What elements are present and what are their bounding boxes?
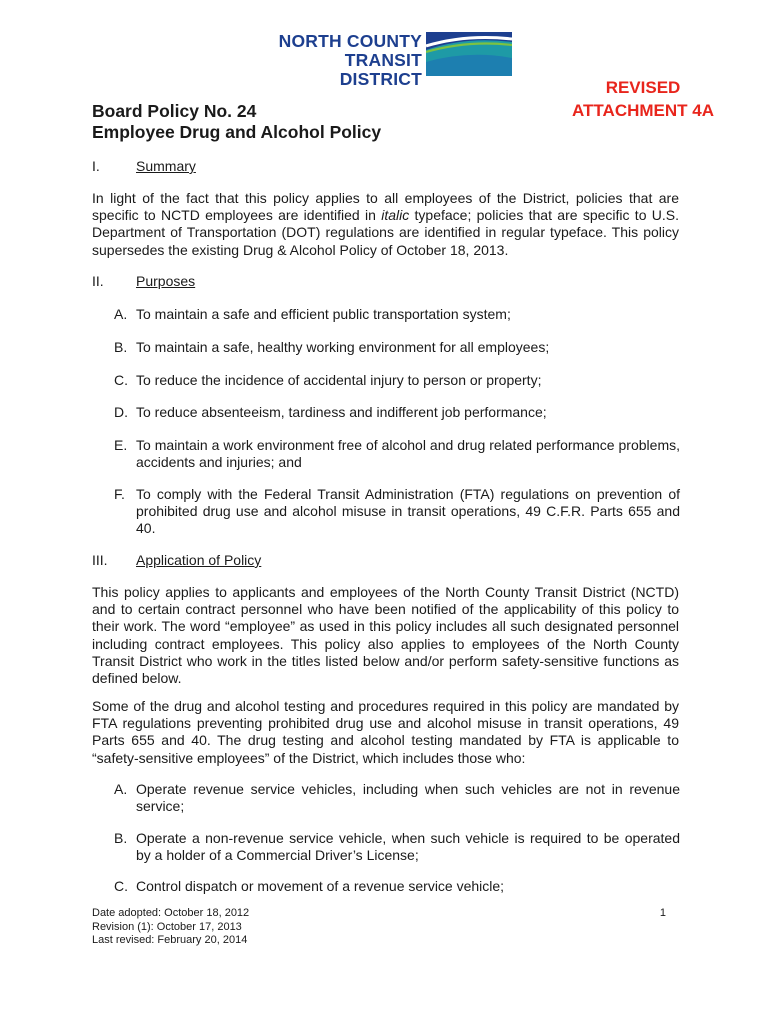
revised-line-1: REVISED [605,78,681,97]
section-heading-application [92,552,261,569]
date-adopted: Date adopted: October 18, 2012 [92,907,250,919]
last-revised-date: Last revised: February 20, 2014 [92,934,248,946]
list-item: A. Operate revenue service vehicles, including when such vehicles are not in revenue service; [114,781,680,815]
section-number: III. [92,552,108,568]
list-item: F. To comply with the Federal Transit Administration (FTA) regulations on prevention of prohibited drug use and alcohol misuse in transit operations, 49 C.F.R. Parts 655 and 40. [114,486,680,537]
revision-date: Revision (1): October 17, 2013 [92,920,242,933]
section-title: Application of Policy [136,552,262,568]
italic-word: italic [381,207,410,224]
section-title: Summary [136,158,196,174]
list-item: C. Control dispatch or movement of a revenue service vehicle; [114,878,505,894]
section-title: Purposes [136,273,196,289]
page-number: 1 [659,907,666,919]
logo-line-1: NORTH COUNTY [278,31,422,51]
list-item: B. To maintain a safe, healthy working environment for all employees; [114,339,550,355]
list-item: D. To reduce absenteeism, tardiness and indifferent job performance; [114,404,547,420]
policy-name: Employee Drug and Alcohol Policy [92,122,382,142]
section-number: I. [92,158,100,174]
list-item: A. To maintain a safe and efficient public transportation system; [114,306,511,322]
logo-swoosh-icon [426,32,512,76]
policy-number: Board Policy No. 24 [92,101,257,121]
list-item: B. Operate a non-revenue service vehicle, when such vehicle is required to be operated by a holder of a Commercial Driver’s License; [114,830,680,864]
logo-line-2: TRANSIT DISTRICT [339,50,422,89]
page-title [92,101,381,143]
summary-paragraph: In light of the fact that this policy applies to all employees of the District, policies that are specific to NCTD employees are identified in italic typeface; policies that are specific to U.S. Department of Transportation (DOT) regulations are identified in regular typeface. This policy supersedes the existing Drug & Alcohol Policy of October 18, 2013. [92,190,680,258]
section-heading-purposes [92,273,195,290]
logo-wordmark [258,32,422,89]
revised-attachment-label [572,76,714,122]
section-number: II. [92,273,104,289]
revised-line-2: ATTACHMENT 4A [572,101,714,120]
footer-dates [92,907,249,948]
nctd-logo [258,31,513,89]
section-heading-summary [92,158,196,175]
fta-paragraph: Some of the drug and alcohol testing and procedures required in this policy are mandated by FTA regulations preventing prohibited drug use and alcohol misuse in transit operations, 49 Parts 655 and 40. The drug testing and alcohol testing mandated by FTA is applicable to “safety-sensitive employees” of the District, which includes those who: [92,698,679,766]
list-item: E. To maintain a work environment free of alcohol and drug related performance problems, accidents and injuries; and [114,437,680,471]
application-paragraph: This policy applies to applicants and employees of the North County Transit District (NCTD) and to certain contract personnel who have been notified of the applicability of this policy to their work. The word “employee” as used in this policy includes all such designated personnel including contract employees. This policy also applies to employees of the North County Transit District who work in the titles listed below and/or perform safety-sensitive functions as defined below. [92,584,679,687]
list-item: C. To reduce the incidence of accidental injury to person or property; [114,372,542,388]
